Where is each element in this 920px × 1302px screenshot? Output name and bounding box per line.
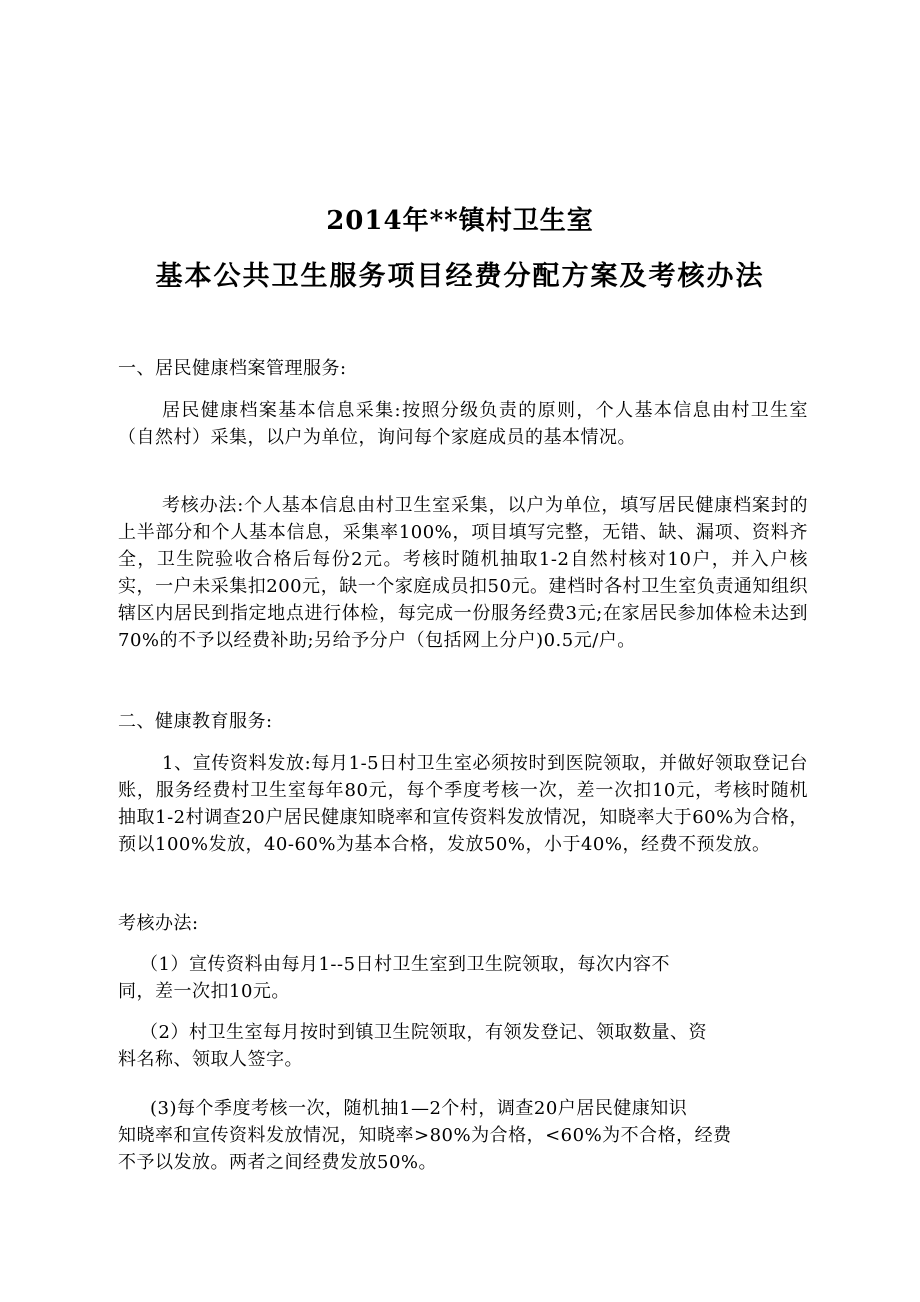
document-subtitle: 基本公共卫生服务项目经费分配方案及考核办法 bbox=[155, 261, 765, 292]
assessment-item-1-line-1: （1）宣传资料由每月1--5日村卫生室到卫生院领取，每次内容不 bbox=[140, 954, 671, 975]
assessment-item-3-line-1: (3)每个季度考核一次，随机抽1—2个村，调查20户居民健康知识 bbox=[150, 1098, 688, 1119]
assessment-item-1-line-2: 同，差一次扣10元。 bbox=[118, 981, 290, 1002]
document-title: 2014年**镇村卫生室 bbox=[326, 206, 594, 236]
assessment-item-3 bbox=[118, 1095, 808, 1176]
assessment-item-3-line-2: 知晓率和宣传资料发放情况，知晓率>80%为合格，<60%为不合格，经费 bbox=[118, 1125, 732, 1146]
section2-heading: 二、健康教育服务: bbox=[118, 711, 273, 732]
assessment-item-2-line-1: （2）村卫生室每月按时到镇卫生院领取，有领发登记、领取数量、资 bbox=[140, 1022, 707, 1043]
assessment-item-3-line-3: 不予以发放。两者之间经费发放50%。 bbox=[118, 1152, 438, 1173]
section1-paragraph-1: 居民健康档案基本信息采集:按照分级负责的原则，个人基本信息由村卫生室（自然村）采集，以户为单位，询问每个家庭成员的基本情况。 bbox=[118, 400, 808, 448]
section2-paragraph-1: 1、宣传资料发放:每月1-5日村卫生室必须按时到医院领取，并做好领取登记台账，服务经费村卫生室每年80元，每个季度考核一次，差一次扣10元，考核时随机抽取1-2村调查20户居民健康知晓率和宣传资料发放情况，知晓率大于60%为合格，预以100%发放，40-60%为基本合格，发放50%，小于40%，经费不预发放。 bbox=[118, 753, 808, 855]
assessment-heading: 考核办法: bbox=[118, 913, 199, 934]
assessment-item-2-line-2: 料名称、领取人签字。 bbox=[118, 1049, 303, 1070]
section1-heading: 一、居民健康档案管理服务: bbox=[118, 358, 347, 379]
assessment-item-1 bbox=[118, 951, 808, 1005]
assessment-item-2 bbox=[118, 1019, 808, 1073]
section1-paragraph-2: 考核办法:个人基本信息由村卫生室采集，以户为单位，填写居民健康档案封的上半部分和个人基本信息，采集率100%，项目填写完整，无错、缺、漏项、资料齐全，卫生院验收合格后每份2元。考核时随机抽取1-2自然村核对10户，并入户核实，一户未采集扣200元，缺一个家庭成员扣50元。建档时各村卫生室负责通知组织辖区内居民到指定地点进行体检，每完成一份服务经费3元;在家居民参加体检未达到70%的不予以经费补助;另给予分户（包括网上分户)0.5元/户。 bbox=[118, 495, 808, 651]
